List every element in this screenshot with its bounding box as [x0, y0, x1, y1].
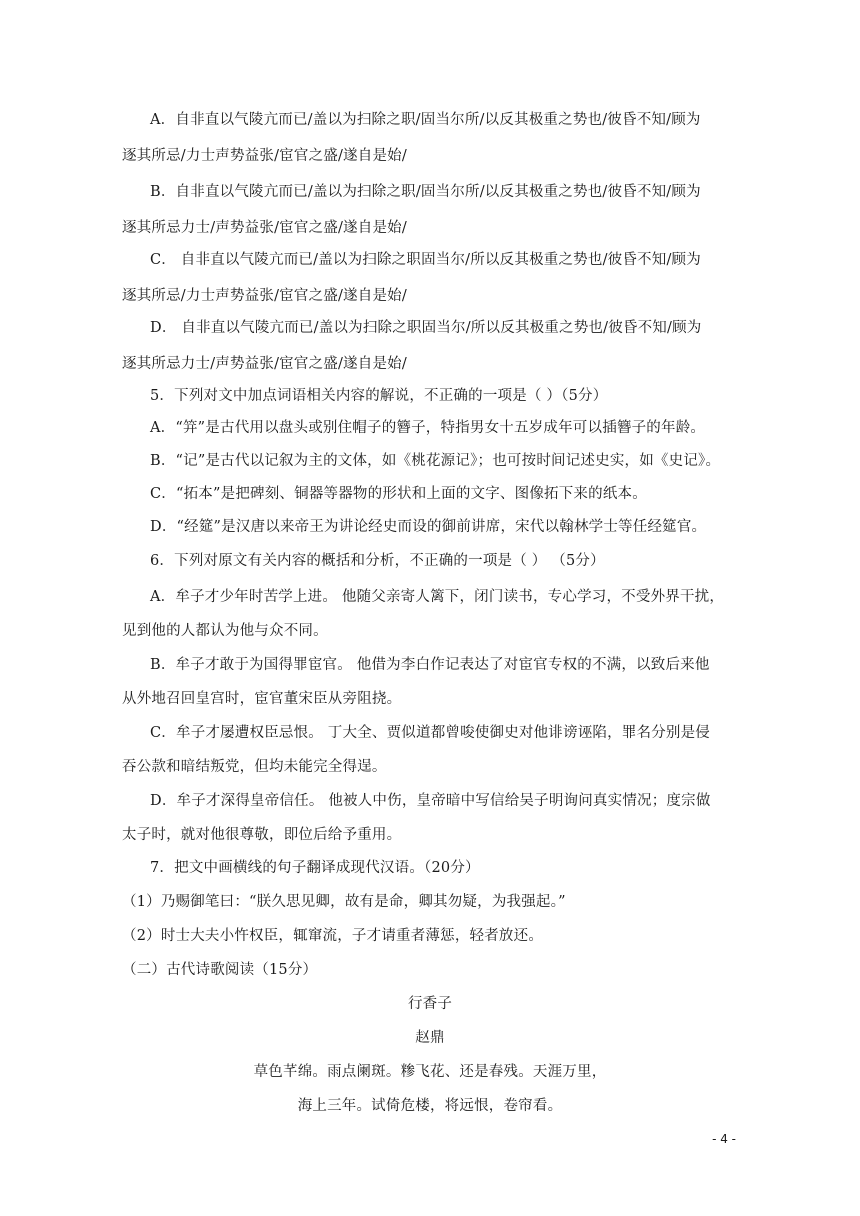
q5-option-b: B．“记”是古代以记叙为主的文体，如《桃花源记》；也可按时间记述史实，如《史记》。 [150, 453, 721, 469]
q7-sentence-1: （1）乃赐御笔曰：“朕久思见卿，故有是命，卿其勿疑，为我强起。” [122, 894, 566, 910]
q6-option-b-line2: 从外地召回皇宫时，宦官董宋臣从旁阻挠。 [122, 691, 402, 707]
q7-stem: 7．把文中画横线的句子翻译成现代汉语。（20分） [150, 860, 480, 876]
q4-option-c-line1: C． 自非直以气陵亢而已/盖以为扫除之职固当尔/所以反其极重之势也/彼昏不知/顾为 [150, 252, 701, 268]
q5-option-d: D．“经筵”是汉唐以来帝王为讲论经史而设的御前讲席，宋代以翰林学士等任经筵官。 [150, 519, 707, 535]
page-number: - 4 - [712, 1132, 736, 1146]
poem-author: 赵鼎 [415, 1030, 445, 1046]
q6-option-a-line2: 见到他的人都认为他与众不同。 [122, 623, 328, 639]
q6-option-a-line1: A．牟子才少年时苦学上进。 他随父亲寄人篱下，闭门读书，专心学习，不受外界干扰， [150, 589, 725, 605]
poem-line-1: 草色芊绵。雨点阑斑。糁飞花、还是春残。天涯万里， [253, 1064, 607, 1080]
q6-option-c-line2: 吞公款和暗结叛党，但均未能完全得逞。 [122, 759, 387, 775]
q4-option-a-line2: 逐其所忌/力士声势益张/宦官之盛/遂自是始/ [122, 148, 407, 164]
poem-line-2: 海上三年。试倚危楼，将远恨，卷帘看。 [297, 1098, 563, 1114]
poem-title: 行香子 [407, 996, 453, 1012]
q5-option-c: C．“拓本”是把碑刻、铜器等器物的形状和上面的文字、图像拓下来的纸本。 [150, 486, 647, 502]
q7-sentence-2: （2）时士大夫小忤权臣，辄窜流，子才请重者薄惩，轻者放还。 [122, 928, 544, 944]
q5-option-a: A．“笄”是古代用以盘头或别住帽子的簪子，特指男女十五岁成年可以插簪子的年龄。 [150, 420, 706, 436]
q6-option-d-line1: D．牟子才深得皇帝信任。 他被人中伤，皇帝暗中写信给吴子明询问真实情况；度宗做 [150, 793, 711, 809]
q4-option-a-line1: A．自非直以气陵亢而已/盖以为扫除之职/固当尔所/以反其极重之势也/彼昏不知/顾为 [150, 112, 701, 128]
q6-option-d-line2: 太子时，就对他很尊敬，即位后给予重用。 [122, 827, 402, 843]
q6-option-c-line1: C．牟子才屡遭权臣忌恨。 丁大全、贾似道都曾唆使御史对他诽谤诬陷，罪名分别是侵 [150, 725, 711, 741]
section-heading: （二）古代诗歌阅读（15分） [122, 962, 318, 978]
q6-option-b-line1: B．牟子才敢于为国得罪宦官。 他借为李白作记表达了对宦官专权的不满，以致后来他 [150, 657, 710, 673]
q4-option-d-line2: 逐其所忌力士/声势益张/宦官之盛/遂自是始/ [122, 356, 407, 372]
q4-option-c-line2: 逐其所忌/力士声势益张/宦官之盛/遂自是始/ [122, 288, 407, 304]
q6-stem: 6．下列对原文有关内容的概括和分析，不正确的一项是（ ） （5分） [150, 553, 605, 569]
q4-option-b-line1: B．自非直以气陵亢而已/盖以为扫除之职/固当尔所/以反其极重之势也/彼昏不知/顾为 [150, 184, 701, 200]
q4-option-b-line2: 逐其所忌力士/声势益张/宦官之盛/遂自是始/ [122, 220, 407, 236]
q5-stem: 5．下列对文中加点词语相关内容的解说，不正确的一项是（ ）（5分） [150, 388, 608, 404]
q4-option-d-line1: D． 自非直以气陵亢而已/盖以为扫除之职固当尔/所以反其极重之势也/彼昏不知/顾为 [150, 320, 702, 336]
